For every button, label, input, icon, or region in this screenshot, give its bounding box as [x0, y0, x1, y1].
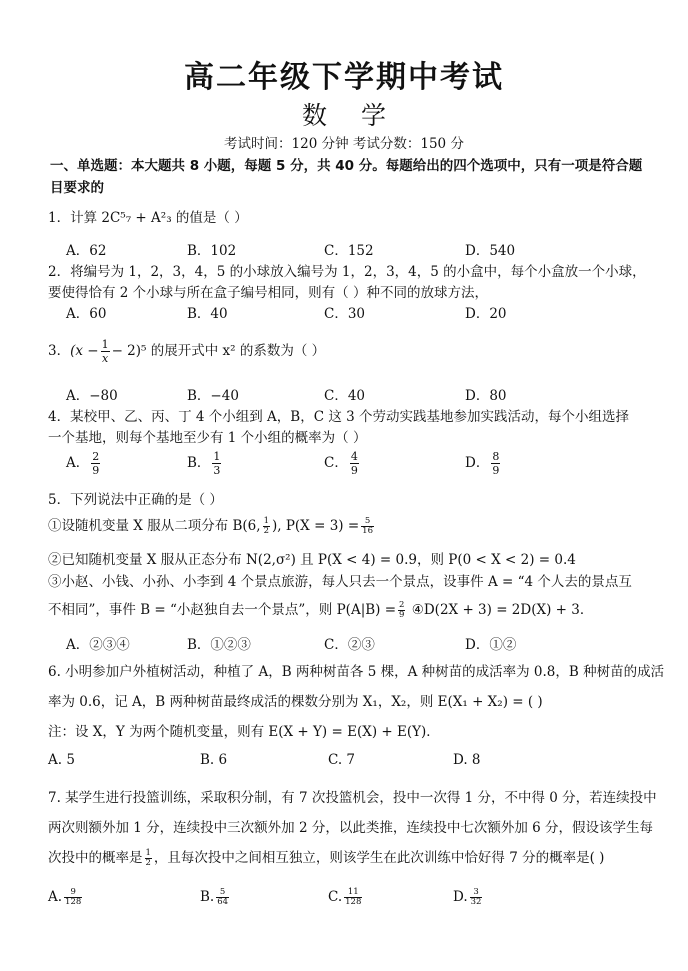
question-1-prefix: 1．计算	[48, 210, 102, 226]
q7-option-b[interactable]	[200, 888, 231, 907]
q4-option-b-num: 1	[213, 450, 221, 463]
q5-option-a[interactable]: A．②③④	[66, 637, 130, 653]
q4-option-d-fraction	[491, 450, 500, 477]
question-1-expr: 2C⁵₇ + A²₃	[101, 210, 172, 226]
q4-option-c[interactable]	[324, 450, 361, 477]
q1-option-a[interactable]: A．62	[66, 243, 107, 259]
question-5-statement-3-line2	[48, 598, 593, 620]
question-3	[48, 338, 325, 365]
q4-option-c-label: C．	[324, 455, 348, 471]
question-5-stem: 5．下列说法中正确的是（ ）	[48, 492, 223, 508]
question-3-prefix: 3．	[48, 343, 71, 359]
question-3-suffix: 的展开式中 x² 的系数为（ ）	[146, 343, 326, 359]
question-3-expr-open: (x −	[70, 343, 99, 359]
subject-title: 数学	[301, 101, 420, 130]
exam-title: 高二年级下学期中考试	[184, 60, 504, 95]
q4-option-a-num: 2	[92, 450, 100, 463]
q7-option-b-label: B.	[200, 889, 215, 905]
q5-s1-value-fraction	[361, 517, 374, 536]
question-7-line3	[48, 846, 604, 868]
q7-option-a-fraction	[64, 888, 82, 907]
q4-option-c-fraction	[350, 450, 359, 477]
q4-option-d[interactable]	[465, 450, 502, 477]
q7-option-a[interactable]	[48, 888, 84, 907]
question-3-frac-num: 1	[101, 338, 109, 351]
q5-s1-mid: ), P(X = 3) =	[271, 518, 360, 534]
q6-option-c[interactable]: C. 7	[328, 752, 356, 768]
question-3-expr-close: − 2)⁵	[111, 343, 147, 359]
q1-option-c[interactable]: C．152	[324, 243, 374, 259]
q2-option-c[interactable]: C．30	[324, 306, 366, 322]
q7-option-c-den: 128	[345, 897, 362, 907]
q4-option-a-label: A．	[66, 455, 90, 471]
q4-option-d-label: D．	[465, 455, 490, 471]
q5-s1-param-den: 2	[263, 526, 269, 536]
q1-option-b[interactable]: B．102	[187, 243, 237, 259]
q5-s1-value-den: 16	[362, 526, 373, 536]
q3-option-b[interactable]: B．−40	[187, 388, 239, 404]
q5-option-c[interactable]: C．②③	[324, 637, 375, 653]
question-4-line1: 4．某校甲、乙、丙、丁 4 个小组到 A，B，C 这 3 个劳动实践基地参加实践活动，每个小组选择	[48, 409, 630, 425]
q6-option-d[interactable]: D. 8	[453, 752, 481, 768]
question-3-frac-den: x	[101, 352, 109, 365]
q7-line3-text-a: 次投中的概率是	[48, 850, 143, 866]
q5-s3-fraction	[398, 601, 405, 620]
question-7-line1: 7. 某学生进行投篮训练，采取积分制，有 7 次投篮机会，投中一次得 1 分，不中得 0 分，若连续投中	[48, 790, 657, 806]
q5-s1-param-fraction	[263, 517, 270, 536]
question-5-statement-2: ②已知随机变量 X 服从正态分布 N(2,σ²) 且 P(X < 4) = 0.9，则 P(0 < X < 2) = 0.4	[48, 552, 576, 568]
question-4-line2: 一个基地，则每个基地至少有 1 个小组的概率为（ ）	[48, 430, 367, 446]
q7-option-c-label: C.	[328, 889, 343, 905]
exam-info: 考试时间：120 分钟 考试分数：150 分	[224, 136, 464, 152]
q7-option-b-fraction	[216, 888, 229, 907]
q7-option-d[interactable]	[453, 888, 484, 907]
q7-option-a-label: A.	[48, 889, 63, 905]
question-6-note: 注：设 X，Y 为两个随机变量，则有 E(X + Y) = E(X) + E(Y)．	[48, 724, 440, 740]
q7-option-d-label: D.	[453, 889, 468, 905]
q5-s1-param-num: 1	[263, 516, 269, 526]
q3-option-a[interactable]: A．−80	[66, 388, 118, 404]
q4-option-a-den: 9	[92, 464, 100, 477]
q6-option-a[interactable]: A. 5	[48, 752, 75, 768]
q5-option-d[interactable]: D．①②	[465, 637, 517, 653]
question-2-line1: 2．将编号为 1，2，3，4，5 的小球放入编号为 1，2，3，4，5 的小盒中，每个小盒放一个小球，	[48, 264, 646, 280]
q7-option-c-fraction	[344, 888, 362, 907]
q5-s3-text: 不相同”，事件 B = “小赵独自去一个景点”，则 P(A|B) =	[48, 602, 397, 618]
q3-option-d[interactable]: D．80	[465, 388, 507, 404]
q4-option-a[interactable]	[66, 450, 102, 477]
q4-option-b-fraction	[212, 450, 221, 477]
question-5-statement-3-line1: ③小赵、小钱、小孙、小李到 4 个景点旅游，每人只去一个景点，设事件 A = “4 个人去的景点互	[48, 574, 632, 590]
q2-option-d[interactable]: D．20	[465, 306, 507, 322]
q5-s1-value-num: 5	[361, 517, 374, 527]
q1-option-d[interactable]: D．540	[465, 243, 516, 259]
question-1	[48, 206, 248, 226]
q7-option-d-num: 3	[470, 888, 483, 898]
q7-probability-fraction	[145, 849, 152, 868]
q7-option-b-den: 64	[217, 897, 229, 907]
q7-option-a-num: 9	[64, 888, 82, 898]
q4-option-b-label: B．	[187, 455, 211, 471]
q7-option-b-num: 5	[216, 888, 229, 898]
section-heading-line1: 一、单选题：本大题共 8 小题，每题 5 分，共 40 分。每题给出的四个选项中，只有一项是符合题	[50, 158, 643, 174]
q7-probability-den: 2	[145, 858, 151, 868]
question-3-fraction	[101, 338, 110, 365]
q2-option-b[interactable]: B．40	[187, 306, 228, 322]
q5-s4-text: ④D(2X + 3) = 2D(X) + 3．	[407, 602, 594, 618]
q5-s3-den: 9	[399, 610, 405, 620]
q6-option-b[interactable]: B. 6	[200, 752, 228, 768]
q4-option-b-den: 3	[213, 464, 221, 477]
q7-option-a-den: 128	[65, 897, 82, 907]
q4-option-d-den: 9	[492, 464, 500, 477]
question-1-suffix: 的值是（ ）	[171, 210, 248, 226]
q7-probability-num: 1	[145, 848, 151, 858]
question-7-line2: 两次则额外加 1 分，连续投中三次额外加 2 分，以此类推，连续投中七次额外加 6 分，假设该学生每	[48, 820, 654, 836]
q4-option-b[interactable]	[187, 450, 223, 477]
question-6-line1: 6. 小明参加户外植树活动，种植了 A，B 两种树苗各 5 棵，A 种树苗的成活率为 0.8，B 种树苗的成活	[48, 664, 665, 680]
q7-option-d-den: 32	[470, 897, 482, 907]
q5-option-b[interactable]: B．①②③	[187, 637, 251, 653]
section-heading-line2: 目要求的	[50, 180, 104, 196]
q4-option-c-den: 9	[350, 464, 358, 477]
q5-s3-num: 2	[399, 600, 405, 610]
q5-s1-text: ①设随机变量 X 服从二项分布 B(6,	[48, 518, 261, 534]
q4-option-c-num: 4	[350, 450, 358, 463]
q2-option-a[interactable]: A．60	[66, 306, 107, 322]
q4-option-a-fraction	[91, 450, 100, 477]
question-6-line2: 率为 0.6，记 A，B 两种树苗最终成活的棵数分别为 X₁，X₂，则 E(X₁ + X₂) = ( )	[48, 694, 543, 710]
q7-option-c-num: 11	[344, 888, 362, 898]
question-5-statement-1	[48, 514, 376, 536]
q3-option-c[interactable]: C．40	[324, 388, 366, 404]
q7-option-c[interactable]	[328, 888, 364, 907]
q7-option-d-fraction	[470, 888, 483, 907]
q7-line3-text-b: ，且每次投中之间相互独立，则该学生在此次训练中恰好得 7 分的概率是( )	[153, 850, 605, 866]
q4-option-d-num: 8	[492, 450, 500, 463]
question-2-line2: 要使得恰有 2 个小球与所在盒子编号相同，则有（ ）种不同的放球方法，	[48, 285, 488, 301]
